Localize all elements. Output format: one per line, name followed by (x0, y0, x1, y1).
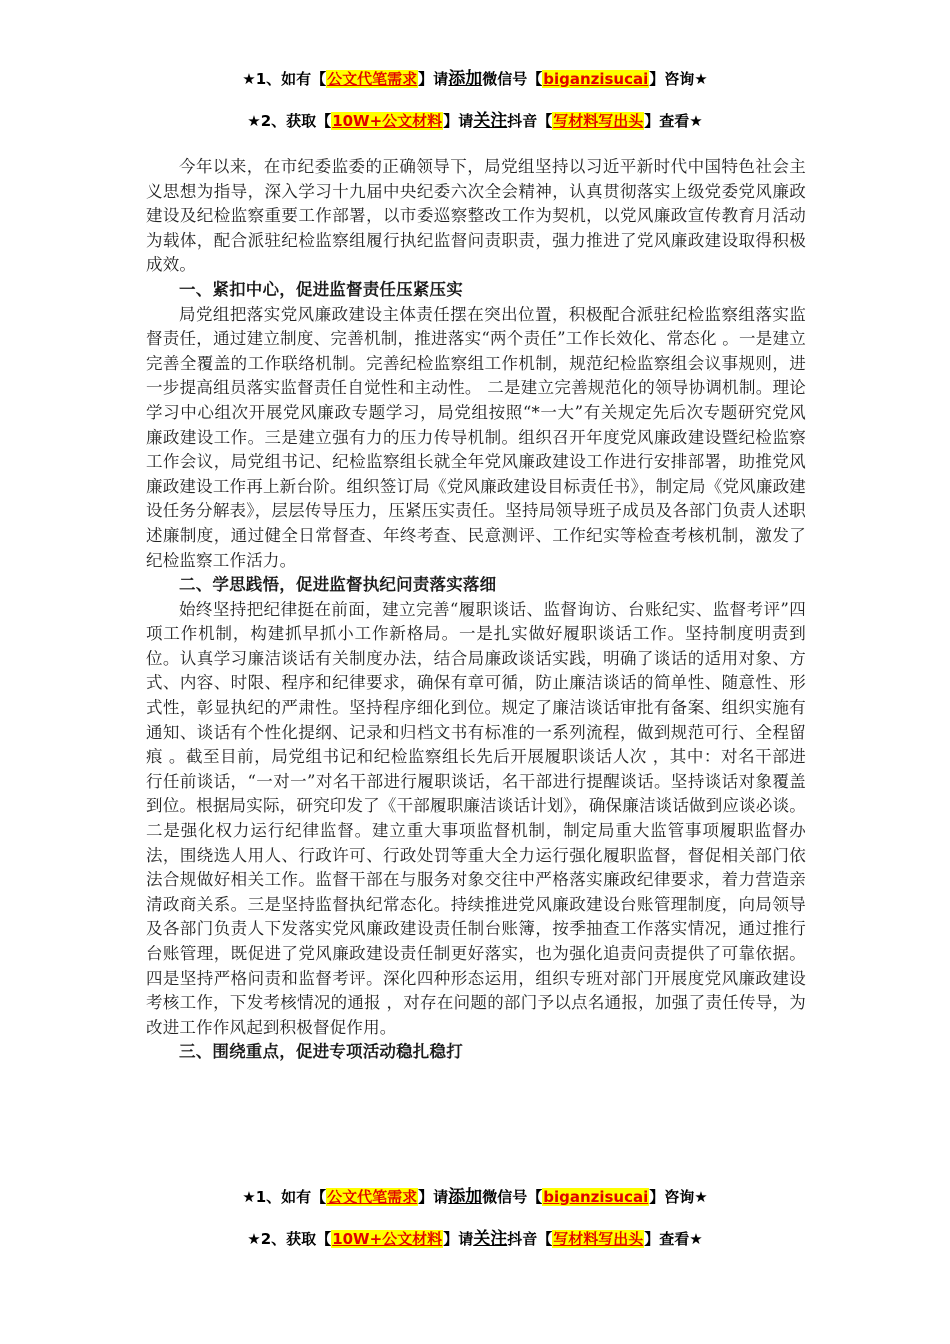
promo-line2-emph: 关注 (473, 111, 508, 131)
promo-line1-mid2: 微信号【 (482, 70, 543, 88)
promo-banner-line2 (0, 110, 950, 132)
promo-line1-prefix: ★1、如有【 (242, 1188, 327, 1206)
section2-paragraph: 始终坚持把纪律挺在前面，建立完善“履职谈话、监督询访、台账纪实、监督考评”四项工作机制，构建抓早抓小工作新格局。一是扎实做好履职谈话工作。坚持制度明责到位。认真学习廉洁谈话有关制度办法，结合局廉政谈话实践，明确了谈话的适用对象、方式、内容、时限、程序和纪律要求，确保有章可循，防止廉洁谈话的简单性、随意性、形式性，彰显执纪的严肃性。坚持程序细化到位。规定了廉洁谈话审批有备案、组织实施有通知、谈话有个性化提纲、记录和归档文书有标准的一系列流程，做到规范可行、全程留痕 。截至目前，局党组书记和纪检监察组长先后开展履职谈话人次 ，其中：对名干部进行任前谈话，“一对一”对名干部进行履职谈话，名干部进行提醒谈话。坚持谈话对象覆盖到位。根据局实际，研究印发了《干部履职廉洁谈话计划》，确保廉洁谈话做到应谈必谈。二是强化权力运行纪律监督。建立重大事项监督机制，制定局重大监管事项履职监督办法，围绕选人用人、行政许可、行政处罚等重大全力运行强化履职监督，督促相关部门依法合规做好相关工作。监督干部在与服务对象交往中严格落实廉政纪律要求，着力营造亲清政商关系。三是坚持监督执纪常态化。持续推进党风廉政建设台账管理制度，向局领导及各部门负责人下发落实党风廉政建设责任制台账簿，按季抽查工作落实情况，通过推行台账管理，既促进了党风廉政建设责任制更好落实，也为强化追责问责提供了可靠依据。四是坚持严格问责和监督考评。深化四种形态运用，组织专班对部门开展度党风廉政建设考核工作，下发考核情况的通报 ，对存在问题的部门予以点名通报，加强了责任传导，为改进工作作风起到积极督促作用。 (146, 599, 806, 1037)
promo-line2-highlight-materials: 10W+公文材料 (332, 1230, 443, 1248)
promo-line2-highlight-douyin: 写材料写出头 (553, 112, 644, 130)
promo-line2-suffix: 】查看★ (644, 112, 703, 130)
promo-line1-mid1: 】请 (418, 70, 449, 88)
promo-line2-mid1: 】请 (443, 1230, 474, 1248)
promo-line1-suffix: 】咨询★ (649, 1188, 708, 1206)
promo-line2-prefix: ★2、获取【 (247, 112, 332, 130)
promo-line1-highlight-wechat: biganzisucai (543, 1188, 649, 1206)
promo-line1-highlight-service: 公文代笔需求 (327, 1188, 418, 1206)
promo-line2-suffix: 】查看★ (644, 1230, 703, 1248)
promo-line1-mid2: 微信号【 (482, 1188, 543, 1206)
promo-line1-emph: 添加 (448, 1187, 483, 1207)
promo-banner-line1 (0, 68, 950, 90)
section2-heading: 二、学思践悟，促进监督执纪问责落实落细 (179, 575, 497, 595)
article-body (146, 155, 806, 1065)
promo-line2-emph: 关注 (473, 1229, 508, 1249)
promo-line1-mid1: 】请 (418, 1188, 449, 1206)
promo-line1-prefix: ★1、如有【 (242, 70, 327, 88)
promo-line1-highlight-wechat: biganzisucai (543, 70, 649, 88)
promo-line1-suffix: 】咨询★ (649, 70, 708, 88)
promo-line2-mid1: 】请 (443, 112, 474, 130)
promo-line2-prefix: ★2、获取【 (247, 1230, 332, 1248)
section1-paragraph: 局党组把落实党风廉政建设主体责任摆在突出位置，积极配合派驻纪检监察组落实监督责任，通过建立制度、完善机制，推进落实“两个责任”工作长效化、常态化 。一是建立完善全覆盖的工作联络机制。完善纪检监察组工作机制，规范纪检监察组会议事规则，进一步提高组员落实监督责任自觉性和主动性。 二是建立完善规范化的领导协调机制。理论学习中心组次开展党风廉政专题学习，局党组按照“*一大”有关规定先后次专题研究党风廉政建设工作。三是建立强有力的压力传导机制。组织召开年度党风廉政建设暨纪检监察工作会议，局党组书记、纪检监察组长就全年党风廉政建设工作进行安排部署，助推党风廉政建设工作再上新台阶。组织签订局《党风廉政建设目标责任书》，制定局《党风廉政建设任务分解表》，层层传导压力，压紧压实责任。坚持局领导班子成员及各部门负责人述职述廉制度，通过健全日常督查、年终考查、民意测评、工作纪实等检查考核机制，激发了纪检监察工作活力。 (146, 304, 806, 570)
promo-line1-highlight-service: 公文代笔需求 (327, 70, 418, 88)
promo-line2-mid2: 抖音【 (507, 112, 553, 130)
section3-heading: 三、围绕重点，促进专项活动稳扎稳打 (179, 1042, 463, 1062)
section1-heading: 一、紧扣中心，促进监督责任压紧压实 (179, 279, 463, 299)
promo-line2-highlight-materials: 10W+公文材料 (332, 112, 443, 130)
intro-paragraph: 今年以来，在市纪委监委的正确领导下，局党组坚持以习近平新时代中国特色社会主义思想为指导，深入学习十九届中央纪委六次全会精神，认真贯彻落实上级党委党风廉政建设及纪检监察重要工作部署，以市委巡察整改工作为契机，以党风廉政宣传教育月活动为载体，配合派驻纪检监察组履行执纪监督问责职责，强力推进了党风廉政建设取得积极成效。 (146, 157, 806, 275)
promo-line2-highlight-douyin: 写材料写出头 (553, 1230, 644, 1248)
promo-banner-line2-footer (0, 1228, 950, 1250)
promo-banner-line1-footer (0, 1186, 950, 1208)
promo-line1-emph: 添加 (448, 69, 483, 89)
promo-line2-mid2: 抖音【 (507, 1230, 553, 1248)
